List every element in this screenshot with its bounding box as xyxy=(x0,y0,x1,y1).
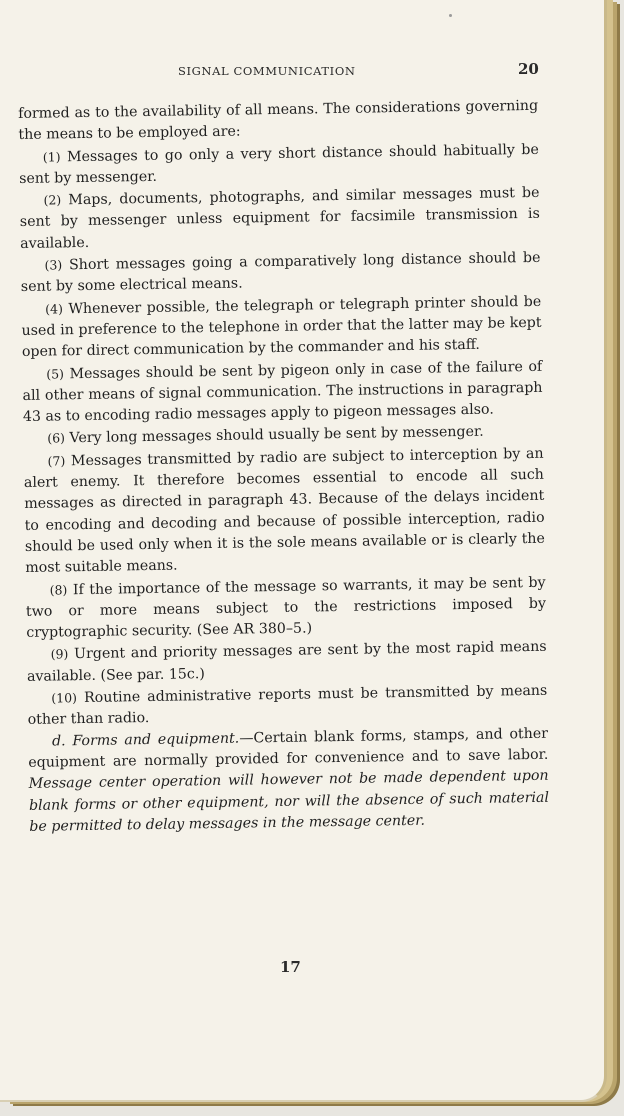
subparagraph-italic-text: Message center operation will however not be made dependent upon blank forms or other equipment, nor will the absence of such material be permitted to delay messages in the message center. xyxy=(28,767,550,835)
item-text: Messages to go only a very short distance should habitually be sent by messenger. xyxy=(19,141,539,187)
subparagraph-text: —Certain blank forms, stamps, and other equipment are normally provided for convenience and to save labor. xyxy=(28,725,549,771)
item-text: Messages transmitted by radio are subject to interception by an alert enemy. It therefore becomes essential to encode all such messages as directed in paragraph 43. Because of the delays incident to encoding and decoding and because of possible interception, radio should be used only when it is the sole means available or is clearly the most suitable means. xyxy=(23,445,546,577)
item-text: Short messages going a comparatively long distance should be sent by some electrical means. xyxy=(20,249,541,296)
item-number: (9) xyxy=(50,646,69,662)
item-text: Very long messages should usually be sent by messenger. xyxy=(64,424,484,447)
list-item-7 xyxy=(23,443,545,580)
item-number: (3) xyxy=(44,257,63,273)
item-number: (2) xyxy=(43,192,62,208)
running-head: SIGNAL COMMUNICATION xyxy=(178,64,356,78)
item-text: Maps, documents, photographs, and similar messages must be sent by messenger unless equipment for facsimile transmission is available. xyxy=(19,185,540,252)
item-number: (6) xyxy=(47,430,66,447)
item-number: (10) xyxy=(51,690,78,706)
subparagraph-heading: d. Forms and equipment. xyxy=(51,730,240,750)
item-text: Urgent and priority messages are sent by the most rapid means available. (See par. 15c.) xyxy=(26,639,547,685)
item-number: (7) xyxy=(47,453,66,469)
item-text: If the importance of the message so warrants, it may be sent by two or more means subject to the restrictions imposed by cryptographic security. (See AR 380–5.) xyxy=(25,574,547,642)
item-number: (8) xyxy=(49,581,68,598)
speck-mark xyxy=(449,14,452,17)
item-text: Routine administrative reports must be transmitted by means other than radio. xyxy=(27,682,548,729)
item-number: (1) xyxy=(42,148,61,165)
item-number: (5) xyxy=(46,365,65,382)
list-item-8 xyxy=(25,571,546,644)
body-text xyxy=(18,96,549,838)
item-text: Whenever possible, the telegraph or telegraph printer should be used in preference to the telephone in order that the latter may be kept open for direct communication by the commander and his staff. xyxy=(21,293,542,361)
page-header xyxy=(0,60,604,84)
list-item-5 xyxy=(22,355,543,428)
item-number: (4) xyxy=(45,300,64,317)
item-text: Messages should be sent by pigeon only in case of the failure of all other means of signal communication. The instructions in paragraph 43 as to encoding radio messages apply to pigeon messages also. xyxy=(22,358,543,426)
list-item-2 xyxy=(19,182,540,255)
list-item-4 xyxy=(21,290,542,363)
page-number: 17 xyxy=(280,958,301,976)
intro-paragraph: formed as to the availability of all means. The considerations governing the means to be employed are: xyxy=(18,97,539,144)
section-number: 20 xyxy=(518,60,539,78)
subparagraph-d xyxy=(28,723,550,838)
